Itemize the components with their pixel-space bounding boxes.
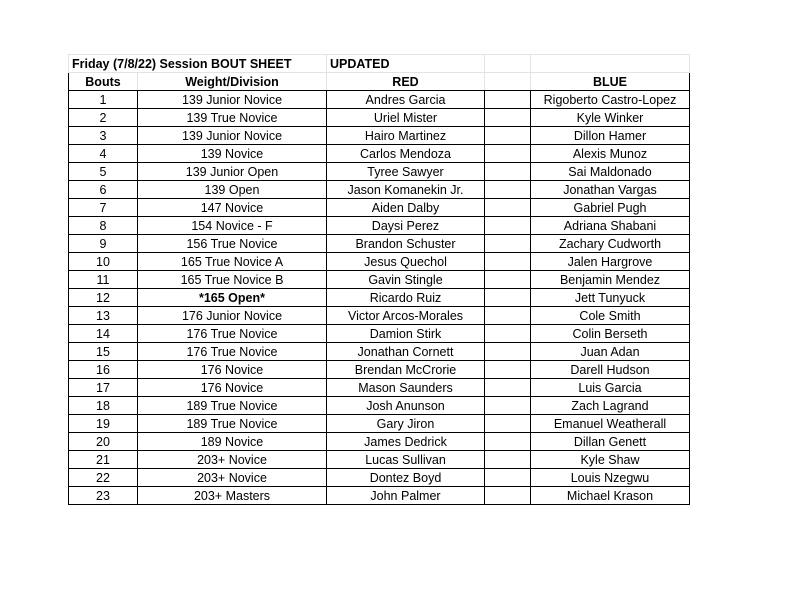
table-row [69,235,690,253]
blank-cell [485,325,531,343]
blank-cell [485,127,531,145]
table-row [69,199,690,217]
blank-cell [485,271,531,289]
bout-sheet-body [69,55,690,505]
red-corner-cell: Aiden Dalby [327,199,485,217]
title-blank-cell [485,55,531,73]
red-corner-cell: Andres Garcia [327,91,485,109]
blue-corner-cell: Jalen Hargrove [531,253,690,271]
table-row [69,163,690,181]
blue-corner-cell: Adriana Shabani [531,217,690,235]
division-cell: 176 Novice [138,379,327,397]
blank-cell [485,181,531,199]
sheet-status: UPDATED [327,55,485,73]
division-cell: 139 Junior Novice [138,91,327,109]
blank-cell [485,433,531,451]
table-row [69,451,690,469]
red-corner-cell: Tyree Sawyer [327,163,485,181]
division-cell: 189 True Novice [138,415,327,433]
header-weight-division: Weight/Division [138,73,327,91]
division-cell: 139 Junior Novice [138,127,327,145]
blue-corner-cell: Emanuel Weatherall [531,415,690,433]
blank-cell [485,343,531,361]
bout-number-cell: 18 [69,397,138,415]
bout-number-cell: 3 [69,127,138,145]
blue-corner-cell: Zach Lagrand [531,397,690,415]
blank-cell [485,235,531,253]
blue-corner-cell: Juan Adan [531,343,690,361]
header-blank [485,73,531,91]
division-cell: *165 Open* [138,289,327,307]
division-cell: 165 True Novice A [138,253,327,271]
blank-cell [485,469,531,487]
blank-cell [485,199,531,217]
table-row [69,433,690,451]
table-row [69,325,690,343]
blank-cell [485,289,531,307]
bout-number-cell: 8 [69,217,138,235]
header-bouts: Bouts [69,73,138,91]
table-row [69,181,690,199]
blue-corner-cell: Kyle Winker [531,109,690,127]
division-cell: 189 True Novice [138,397,327,415]
blue-corner-cell: Jett Tunyuck [531,289,690,307]
red-corner-cell: Lucas Sullivan [327,451,485,469]
table-row [69,145,690,163]
blank-cell [485,145,531,163]
red-corner-cell: Dontez Boyd [327,469,485,487]
division-cell: 147 Novice [138,199,327,217]
red-corner-cell: Uriel Mister [327,109,485,127]
blue-corner-cell: Rigoberto Castro-Lopez [531,91,690,109]
division-cell: 139 Open [138,181,327,199]
division-cell: 154 Novice - F [138,217,327,235]
division-cell: 176 True Novice [138,325,327,343]
bout-number-cell: 4 [69,145,138,163]
blank-cell [485,163,531,181]
table-row [69,415,690,433]
header-row [69,73,690,91]
bout-number-cell: 16 [69,361,138,379]
bout-number-cell: 15 [69,343,138,361]
sheet-title: Friday (7/8/22) Session BOUT SHEET [69,55,327,73]
table-row [69,109,690,127]
bout-sheet-table [68,54,690,505]
blank-cell [485,91,531,109]
division-cell: 176 Junior Novice [138,307,327,325]
bout-number-cell: 2 [69,109,138,127]
division-cell: 203+ Novice [138,469,327,487]
division-cell: 203+ Masters [138,487,327,505]
bout-number-cell: 11 [69,271,138,289]
blue-corner-cell: Luis Garcia [531,379,690,397]
division-cell: 189 Novice [138,433,327,451]
red-corner-cell: Jesus Quechol [327,253,485,271]
red-corner-cell: James Dedrick [327,433,485,451]
blue-corner-cell: Darell Hudson [531,361,690,379]
bout-number-cell: 13 [69,307,138,325]
blank-cell [485,487,531,505]
blank-cell [485,217,531,235]
red-corner-cell: Josh Anunson [327,397,485,415]
table-row [69,271,690,289]
blue-corner-cell: Colin Berseth [531,325,690,343]
blue-corner-cell: Cole Smith [531,307,690,325]
red-corner-cell: Jason Komanekin Jr. [327,181,485,199]
bout-number-cell: 1 [69,91,138,109]
blue-corner-cell: Dillon Hamer [531,127,690,145]
blue-corner-cell: Zachary Cudworth [531,235,690,253]
red-corner-cell: Brandon Schuster [327,235,485,253]
division-cell: 176 True Novice [138,343,327,361]
blank-cell [485,253,531,271]
red-corner-cell: Hairo Martinez [327,127,485,145]
table-row [69,343,690,361]
table-row [69,127,690,145]
bout-number-cell: 6 [69,181,138,199]
bout-number-cell: 12 [69,289,138,307]
table-row [69,379,690,397]
red-corner-cell: Carlos Mendoza [327,145,485,163]
red-corner-cell: Gavin Stingle [327,271,485,289]
bout-number-cell: 22 [69,469,138,487]
table-row [69,361,690,379]
red-corner-cell: Jonathan Cornett [327,343,485,361]
table-row [69,469,690,487]
division-cell: 156 True Novice [138,235,327,253]
bout-number-cell: 23 [69,487,138,505]
division-cell: 139 Novice [138,145,327,163]
bout-number-cell: 10 [69,253,138,271]
table-row [69,253,690,271]
blue-corner-cell: Michael Krason [531,487,690,505]
blue-corner-cell: Louis Nzegwu [531,469,690,487]
bout-number-cell: 7 [69,199,138,217]
table-row [69,217,690,235]
bout-number-cell: 17 [69,379,138,397]
bout-number-cell: 19 [69,415,138,433]
title-blank-cell [531,55,690,73]
blank-cell [485,379,531,397]
table-row [69,289,690,307]
red-corner-cell: Damion Stirk [327,325,485,343]
red-corner-cell: Victor Arcos-Morales [327,307,485,325]
division-cell: 165 True Novice B [138,271,327,289]
blue-corner-cell: Jonathan Vargas [531,181,690,199]
blank-cell [485,361,531,379]
bout-number-cell: 21 [69,451,138,469]
bout-number-cell: 20 [69,433,138,451]
table-row [69,91,690,109]
division-cell: 139 Junior Open [138,163,327,181]
blank-cell [485,109,531,127]
red-corner-cell: John Palmer [327,487,485,505]
division-cell: 176 Novice [138,361,327,379]
blank-cell [485,307,531,325]
title-row [69,55,690,73]
table-row [69,307,690,325]
bout-number-cell: 14 [69,325,138,343]
bout-number-cell: 5 [69,163,138,181]
blue-corner-cell: Alexis Munoz [531,145,690,163]
table-row [69,397,690,415]
blank-cell [485,397,531,415]
header-red: RED [327,73,485,91]
header-blue: BLUE [531,73,690,91]
red-corner-cell: Brendan McCrorie [327,361,485,379]
red-corner-cell: Mason Saunders [327,379,485,397]
blank-cell [485,451,531,469]
red-corner-cell: Ricardo Ruiz [327,289,485,307]
blue-corner-cell: Gabriel Pugh [531,199,690,217]
division-cell: 203+ Novice [138,451,327,469]
blank-cell [485,415,531,433]
red-corner-cell: Daysi Perez [327,217,485,235]
division-cell: 139 True Novice [138,109,327,127]
blue-corner-cell: Dillan Genett [531,433,690,451]
bout-number-cell: 9 [69,235,138,253]
blue-corner-cell: Kyle Shaw [531,451,690,469]
blue-corner-cell: Benjamin Mendez [531,271,690,289]
blue-corner-cell: Sai Maldonado [531,163,690,181]
red-corner-cell: Gary Jiron [327,415,485,433]
table-row [69,487,690,505]
